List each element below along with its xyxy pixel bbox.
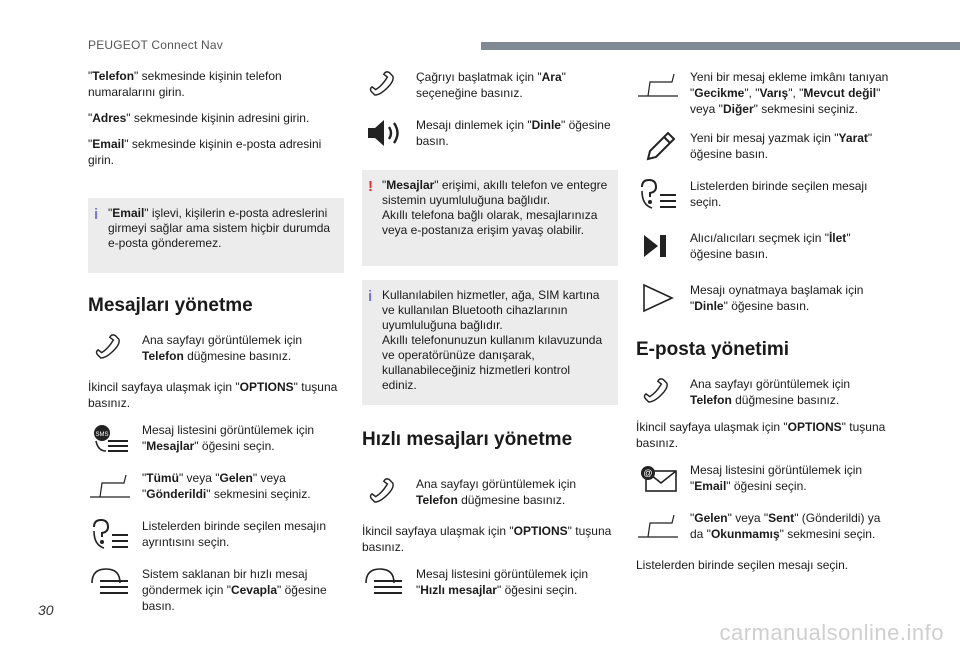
- page-number: 30: [38, 602, 54, 618]
- instruction-text: Listelerden birinde seçilen mesajın ayrıntısını seçin.: [142, 519, 327, 549]
- instruction-phone: [636, 375, 892, 411]
- pencil-icon: [636, 129, 686, 165]
- instruction-text: Yeni bir mesaj yazmak için "Yarat" öğesine basın.: [690, 131, 873, 161]
- instruction-email-list: [636, 461, 892, 497]
- instruction-text: Mesaj listesini görüntülemek için "Email" öğesini seçin.: [690, 463, 863, 493]
- email-icon: [636, 461, 686, 497]
- paragraph-options: İkincil sayfaya ulaşmak için "OPTIONS" tuşuna basınız.: [88, 380, 338, 410]
- reply-list-icon: [362, 565, 412, 601]
- forward-icon: [636, 229, 686, 265]
- instruction-new-message: [636, 68, 892, 117]
- instruction-text: Alıcı/alıcıları seçmek için "İlet" öğesine basın.: [690, 231, 851, 261]
- instruction-quick-messages: [362, 565, 618, 601]
- paragraph-options: İkincil sayfaya ulaşmak için "OPTIONS" tuşuna basınız.: [362, 524, 612, 554]
- tab-icon: [88, 469, 138, 505]
- svg-text:SMS: SMS: [95, 432, 109, 438]
- watermark: carmanualsonline.info: [719, 620, 944, 645]
- reply-list-icon: [88, 565, 138, 601]
- warning-box-messages: ! "Mesajlar" erişimi, akıllı telefon ve entegre sistemin uyumluluğuna bağlıdır. Akıllı telefona bağlı olarak, mesajlarınıza veya e-postanıza erişim yavaş olabilir.: [362, 170, 618, 266]
- section-heading-messages: Mesajları yönetme: [88, 295, 253, 316]
- instruction-create: [636, 129, 892, 165]
- paragraph-adres: "Adres" sekmesinde kişinin adresini girin.: [88, 111, 310, 125]
- instruction-text: Yeni bir mesaj ekleme imkânı tanıyan "Gecikme", "Varış", "Mevcut değil" veya "Diğer" sekmesini seçiniz.: [690, 70, 889, 116]
- instruction-text: Mesajı dinlemek için "Dinle" öğesine basın.: [416, 118, 611, 148]
- paragraph-options: İkincil sayfaya ulaşmak için "OPTIONS" tuşuna basınız.: [636, 420, 886, 450]
- column-left: [88, 68, 344, 626]
- info-icon: i: [94, 206, 99, 223]
- instruction-tabs: [88, 469, 344, 505]
- tab-icon: [636, 509, 686, 545]
- instruction-call: [362, 68, 618, 104]
- tab-icon: [636, 68, 686, 104]
- instruction-sms: [88, 421, 344, 457]
- instruction-text: Ana sayfayı görüntülemek için Telefon düğmesine basınız.: [690, 377, 851, 407]
- svg-text:@: @: [643, 468, 653, 478]
- instruction-detail: [88, 517, 344, 553]
- phone-icon: [362, 68, 412, 104]
- instruction-text: "Gelen" veya "Sent" (Gönderildi) ya da "Okunmamış" sekmesini seçin.: [690, 511, 881, 541]
- header-title: PEUGEOT Connect Nav: [88, 38, 223, 52]
- instruction-forward: [636, 229, 892, 265]
- header-bar: [481, 42, 960, 50]
- phone-icon: [88, 331, 138, 367]
- info-box-email: i "Email" işlevi, kişilerin e-posta adreslerini girmeyi sağlar ama sistem hiçbir durumda e-posta gönderemez.: [88, 198, 344, 273]
- instruction-text: Mesaj listesini görüntülemek için "Hızlı mesajlar" öğesini seçin.: [416, 567, 589, 597]
- instruction-email-tabs: [636, 509, 892, 545]
- instruction-text: Listelerden birinde seçilen mesajı seçin.: [690, 179, 868, 209]
- sms-list-icon: [88, 421, 138, 457]
- message-detail-icon: [88, 517, 138, 553]
- info-box-services: i Kullanılabilen hizmetler, ağa, SIM kartına ve kullanılan Bluetooth cihazlarının uyumluluğuna bağlıdır. Akıllı telefonunuzun kullanım kılavuzunda ve operatörünüze danışarak, kullanabileceğiniz hizmetleri kontrol ediniz.: [362, 280, 618, 405]
- phone-icon: [636, 375, 686, 411]
- paragraph-telefon: "Telefon" sekmesinde kişinin telefon numaralarını girin.: [88, 69, 282, 99]
- instruction-phone: [362, 475, 618, 511]
- section-heading-email: E-posta yönetimi: [636, 339, 790, 360]
- message-detail-icon: [636, 177, 686, 213]
- paragraph-email: "Email" sekmesinde kişinin e-posta adresini girin.: [88, 137, 322, 167]
- instruction-play: [636, 281, 892, 317]
- instruction-select: [636, 177, 892, 213]
- warning-icon: !: [368, 178, 373, 195]
- section-heading-quick-messages: Hızlı mesajları yönetme: [362, 429, 573, 450]
- speaker-icon: [362, 116, 412, 152]
- column-right: [636, 68, 892, 583]
- paragraph-select-message: Listelerden birinde seçilen mesajı seçin.: [636, 558, 849, 572]
- instruction-phone: [88, 331, 344, 367]
- instruction-text: Çağrıyı başlatmak için "Ara" seçeneğine basınız.: [416, 70, 566, 100]
- play-icon: [636, 281, 686, 317]
- column-middle: [362, 68, 618, 613]
- info-icon: i: [368, 288, 373, 305]
- phone-icon: [362, 475, 412, 511]
- instruction-text: Sistem saklanan bir hızlı mesaj göndermek için "Cevapla" öğesine basın.: [142, 567, 327, 613]
- instruction-text: Ana sayfayı görüntülemek için Telefon düğmesine basınız.: [142, 333, 303, 363]
- instruction-listen: [362, 116, 618, 152]
- instruction-text: Mesaj listesini görüntülemek için "Mesajlar" öğesini seçin.: [142, 423, 315, 453]
- instruction-reply: [88, 565, 344, 614]
- instruction-text: "Tümü" veya "Gelen" veya "Gönderildi" sekmesini seçiniz.: [142, 471, 311, 501]
- instruction-text: Ana sayfayı görüntülemek için Telefon düğmesine basınız.: [416, 477, 577, 507]
- instruction-text: Mesajı oynatmaya başlamak için "Dinle" öğesine basın.: [690, 283, 864, 313]
